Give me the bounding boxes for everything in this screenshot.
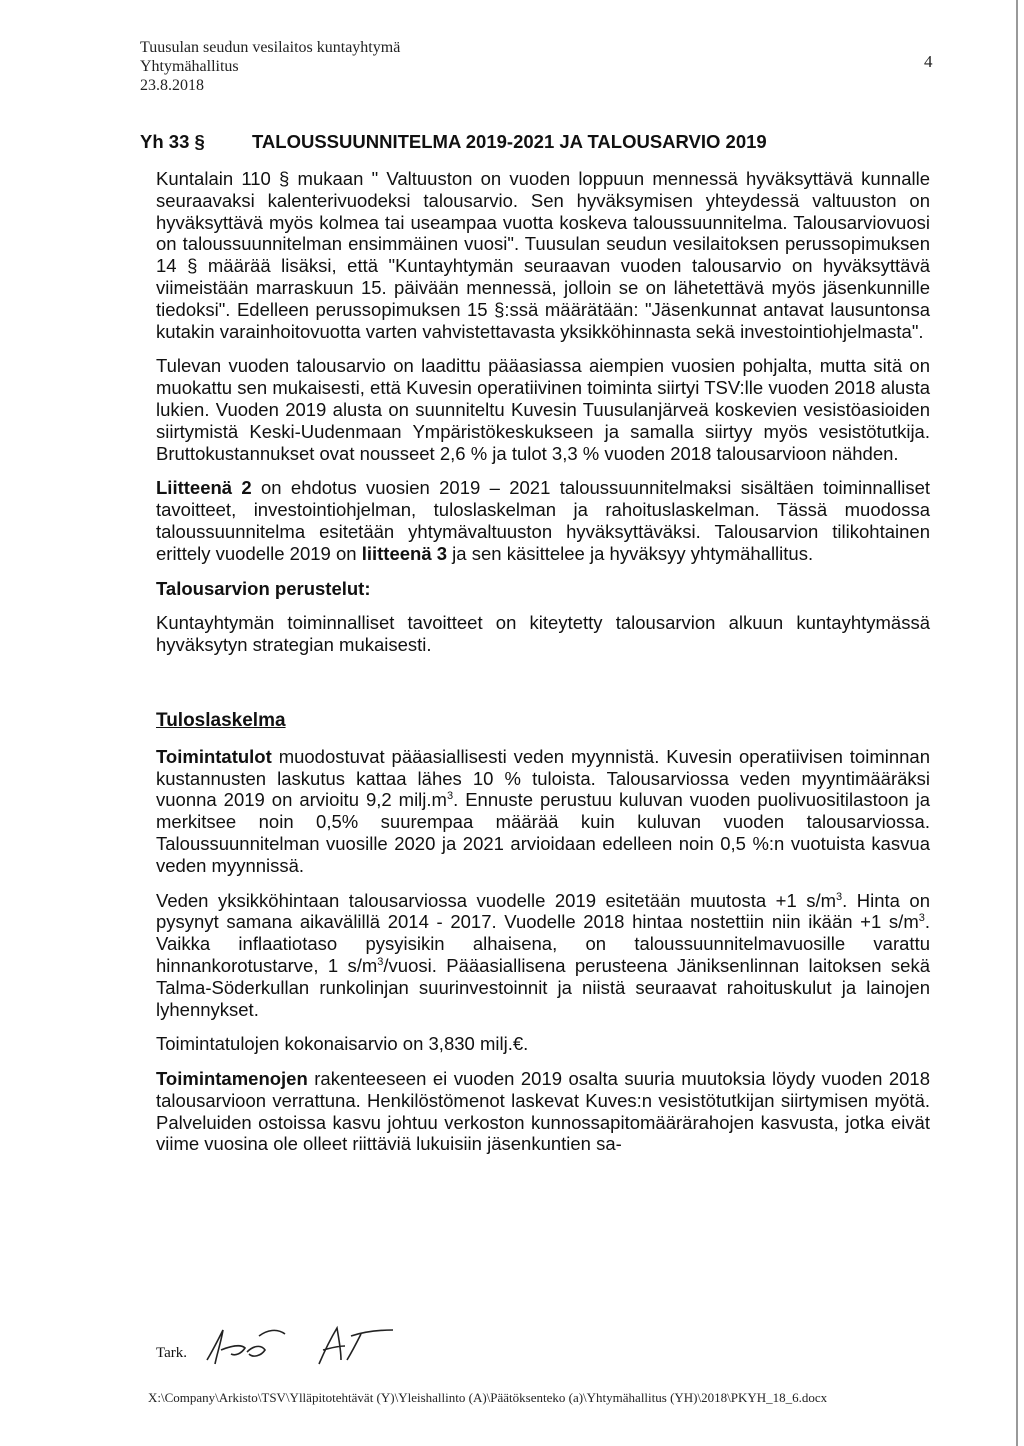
signature-area xyxy=(156,1320,401,1370)
paragraph-kuntalaki: Kuntalain 110 § mukaan " Valtuuston on vuoden loppuun mennessä hyväksyttävä kunnalle seuraavaksi kalenterivuodeksi talousarvio. Sen hyväksymisen yhteydessä valtuuston on hyväksyttävä myös kolmea tai useampaa vuotta koskeva taloussuunnitelma. Talousarviovuosi on taloussuunnitelman ensimmäinen vuosi". Tuusulan seudun vesilaitoksen perussopimuksen 14 § määrää lisäksi, että "Kuntayhtymän seuraavan vuoden talousarvio on hyväksyttävä viimeistään marraskuun 15. päivään mennessä, jolloin se on lähetettävä myös jäsenkunnille tiedoksi". Edelleen perussopimuksen 15 §:ssä määrätään: "Jäsenkunnat antavat lausuntonsa kutakin varainhoitovuotta varten vahvistettavasta yksikköhinnasta sekä investointiohjelmasta". xyxy=(156,168,930,342)
paragraph-text: . Vaikka inflaatiotaso pysyisikin alhaisena, on taloussuunnitelmavuosille varattu hinnankorotustarve, 1 s/m xyxy=(156,911,930,976)
file-path: X:\Company\Arkisto\TSV\Ylläpitotehtävät (Y)\Yleishallinto (A)\Päätöksenteko (a)\Yhtymähallitus (YH)\2018\PKYH_18_6.docx xyxy=(148,1390,828,1405)
paragraph-text: Veden yksikköhintaan talousarviossa vuodelle 2019 esitetään muutosta +1 s/m xyxy=(156,889,837,911)
paragraph-liitteet xyxy=(156,477,930,564)
paragraph-text: ja sen käsittelee ja hyväksyy yhtymähallitus. xyxy=(447,542,814,564)
tark-label: Tark. xyxy=(156,1345,188,1361)
paragraph-text: . Ennuste perustuu kuluvan vuoden puolivuositilastoon ja merkitsee noin 0,5% suurempaa määrää kuin kuluvan vuoden talousarviossa. Taloussuunnitelman vuosille 2020 ja 2021 arvioidaan edelleen noin 0,5 %:n vuotuista kasvua veden myynnissä. xyxy=(156,789,930,876)
attachment-3-ref: liitteenä 3 xyxy=(361,542,448,564)
header-board: Yhtymähallitus xyxy=(140,58,239,75)
paragraph-text: /vuosi. Pääasiallisena perusteena Jäniksenlinnan laitoksen sekä Talma-Söderkullan runkolinjan suurinvestoinnit ja niistä seuraavat rahoituskulut ja lainojen lyhennykset. xyxy=(156,954,931,1020)
paragraph-kokonaisarvio: Toimintatulojen kokonaisarvio on 3,830 milj.€. xyxy=(156,1033,529,1055)
document-body xyxy=(156,168,930,1168)
superscript: 3 xyxy=(446,790,454,803)
attachment-2-ref: Liitteenä 2 xyxy=(156,477,252,499)
term-toimintamenot: Toimintamenojen xyxy=(156,1068,308,1090)
paragraph-text: rakenteeseen ei vuoden 2019 osalta suuria muutoksia löydy vuoden 2018 talousarvioon verrattuna. Henkilöstömenot laskevat Kuves:n vesistötutkijan siirtymisen myötä. Palveluiden ostoissa kasvu johtuu verkoston kunnossapitomäärärahojen kasvusta, jotka eivät viime vuosina ole olleet riittäviä lukuisiin jäsenkuntien sa- xyxy=(156,1068,930,1155)
section-title xyxy=(140,131,767,153)
handwritten-signature-2 xyxy=(311,1320,401,1370)
paragraph-tuleva-vuosi: Tulevan vuoden talousarvio on laadittu pääasiassa aiempien vuosien pohjalta, mutta sitä on muokattu sen mukaisesti, että Kuvesin operatiivinen toiminta siirtyi TSV:lle vuoden 2018 alusta lukien. Vuoden 2019 alusta on suunniteltu Kuvesin Tuusulanjärveä koskevien vesistöasioiden siirtymistä Keski-Uudenmaan Ympäristökeskukseen ja samalla siirtyy myös vesistötutkija. Bruttokustannukset ovat nousseet 2,6 % ja tulot 3,3 % vuoden 2018 talousarvioon nähden. xyxy=(156,355,930,464)
heading-tuloslaskelma: Tuloslaskelma xyxy=(156,709,286,731)
superscript: 3 xyxy=(377,955,384,968)
page-header xyxy=(140,38,400,95)
heading-perustelut: Talousarvion perustelut: xyxy=(156,577,371,599)
section-title-text: TALOUSSUUNNITELMA 2019-2021 JA TALOUSARVIO 2019 xyxy=(252,131,767,152)
term-toimintatulot: Toimintatulot xyxy=(156,745,272,767)
superscript: 3 xyxy=(836,890,843,903)
scan-edge xyxy=(1016,0,1018,1446)
paragraph-text: muodostuvat pääasiallisesti veden myynnistä. Kuvesin operatiivisen toiminnan kustannusten laskutus kattaa lähes 10 % tuloista. Talousarviossa veden myyntimääräksi vuonna 2019 on arvioitu 9,2 milj.m xyxy=(156,745,930,811)
paragraph-text: . Hinta on pysynyt samana aikavälillä 2014 - 2017. Vuodelle 2018 hintaa nostettiin niin ikään +1 s/m xyxy=(156,889,930,933)
page-number: 4 xyxy=(924,52,933,71)
paragraph-toimintamenot xyxy=(156,1068,930,1155)
section-number: Yh 33 § xyxy=(140,131,205,152)
paragraph-toimintatulot xyxy=(156,746,930,877)
header-date: 23.8.2018 xyxy=(140,77,204,94)
handwritten-signature-1 xyxy=(201,1320,297,1370)
paragraph-tavoitteet: Kuntayhtymän toiminnalliset tavoitteet on kiteytetty talousarvion alkuun kuntayhtymässä hyväksytyn strategian mukaisesti. xyxy=(156,612,930,656)
superscript: 3 xyxy=(918,912,925,925)
paragraph-text: on ehdotus vuosien 2019 – 2021 taloussuunnitelmaksi sisältäen toiminnalliset tavoitteet, investointiohjelman, tuloslaskelman ja rahoituslaskelman. Tässä muodossa taloussuunnitelma esitetään yhtymävaltuuston hyväksyttäväksi. Talousarvion tilikohtainen erittely vuodelle 2019 on xyxy=(156,477,931,564)
header-organization: Tuusulan seudun vesilaitos kuntayhtymä xyxy=(140,39,401,56)
paragraph-yksikkohinta xyxy=(156,890,930,1021)
